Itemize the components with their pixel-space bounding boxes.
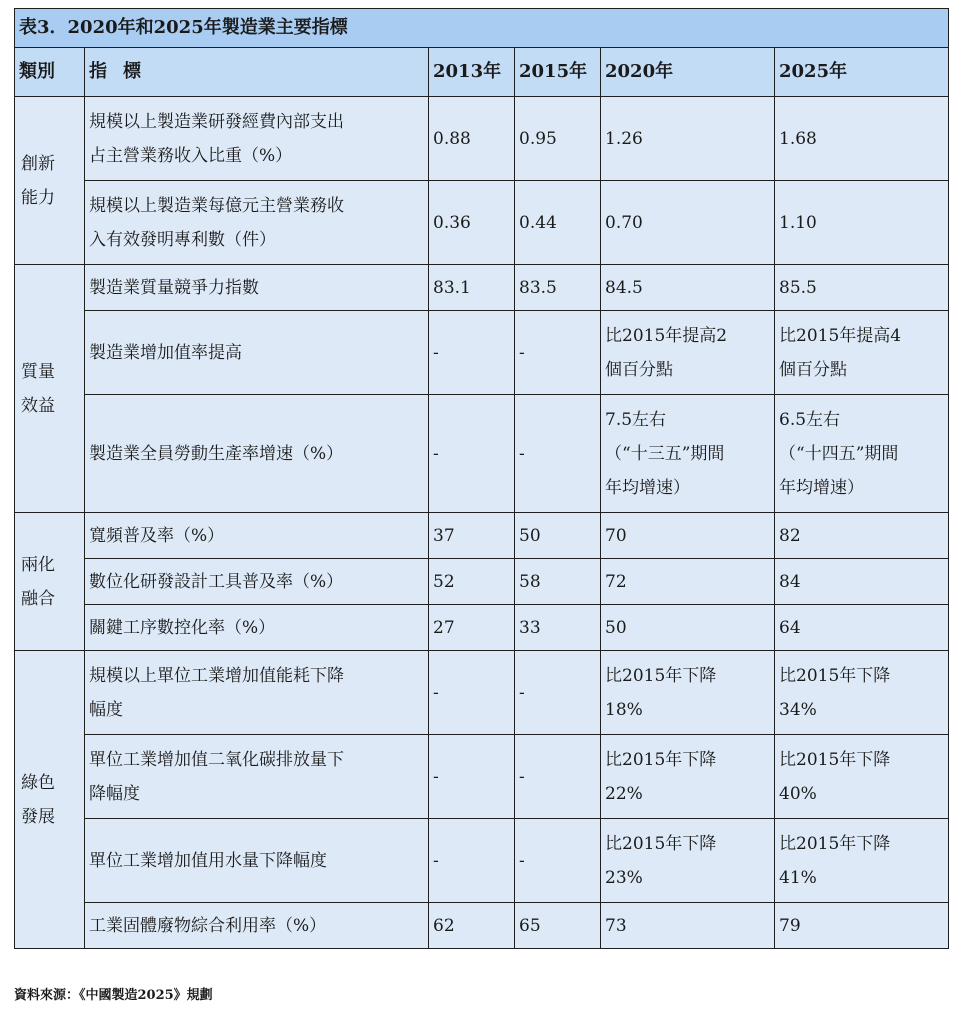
indicator-line: 規模以上製造業研發經費內部支出: [89, 111, 344, 132]
indicator-line: 規模以上製造業每億元主營業務收: [89, 195, 344, 216]
value-line: 34%: [779, 699, 817, 720]
indicator-cell: [85, 181, 429, 265]
value-2013: -: [429, 819, 515, 903]
table-row: [15, 97, 949, 181]
value-2015: 0.44: [515, 181, 601, 265]
value-2013: 0.36: [429, 181, 515, 265]
value-2015: -: [515, 395, 601, 513]
header-indicator-char1: 指: [89, 61, 107, 82]
value-line: 比2015年下降: [605, 665, 717, 686]
indicator-line: 規模以上單位工業增加值能耗下降: [89, 665, 344, 686]
value-2015: 65: [515, 903, 601, 949]
indicator-line: 單位工業增加值二氧化碳排放量下: [89, 749, 344, 770]
value-line: 40%: [779, 783, 817, 804]
value-line: 個百分點: [605, 359, 673, 380]
value-line: 比2015年下降: [779, 749, 891, 770]
value-2015: -: [515, 311, 601, 395]
value-line: 7.5左右: [605, 409, 667, 430]
indicator-line: 幅度: [89, 699, 123, 720]
indicator-cell: 數位化研發設計工具普及率（%）: [85, 559, 429, 605]
table-header-row: [15, 48, 949, 97]
header-2025: 2025年: [775, 48, 949, 97]
value-2020: [601, 395, 775, 513]
table-row: [15, 651, 949, 735]
value-2025: 85.5: [775, 265, 949, 311]
value-2020: [601, 651, 775, 735]
value-line: 比2015年下降: [605, 833, 717, 854]
indicator-cell: [85, 735, 429, 819]
value-2020: [601, 735, 775, 819]
value-line: 比2015年下降: [779, 833, 891, 854]
indicator-table: [14, 8, 949, 949]
group-green: [15, 651, 85, 949]
indicator-cell: 寬頻普及率（%）: [85, 513, 429, 559]
value-line: 18%: [605, 699, 643, 720]
value-2013: -: [429, 651, 515, 735]
table-row: [15, 819, 949, 903]
group-label-line: 能力: [21, 187, 55, 208]
indicator-cell: 單位工業增加值用水量下降幅度: [85, 819, 429, 903]
indicator-cell: 製造業增加值率提高: [85, 311, 429, 395]
group-label-line: 創新: [21, 153, 55, 174]
table-row: [15, 735, 949, 819]
header-2020: 2020年: [601, 48, 775, 97]
header-indicator-char2: 標: [123, 61, 141, 82]
value-2020: 0.70: [601, 181, 775, 265]
indicator-cell: 關鍵工序數控化率（%）: [85, 605, 429, 651]
header-2015: 2015年: [515, 48, 601, 97]
value-2013: 0.88: [429, 97, 515, 181]
table-row: [15, 265, 949, 311]
value-2013: -: [429, 311, 515, 395]
value-2025: [775, 819, 949, 903]
group-innovation: [15, 97, 85, 265]
indicator-cell: 製造業全員勞動生產率增速（%）: [85, 395, 429, 513]
value-2025: 1.10: [775, 181, 949, 265]
header-2013: 2013年: [429, 48, 515, 97]
value-2015: 50: [515, 513, 601, 559]
value-2025: 64: [775, 605, 949, 651]
indicator-table-container: [14, 8, 948, 949]
value-line: 22%: [605, 783, 643, 804]
group-label-line: 質量: [21, 361, 55, 382]
value-2015: 83.5: [515, 265, 601, 311]
value-line: 41%: [779, 867, 817, 888]
value-2020: 70: [601, 513, 775, 559]
value-line: 個百分點: [779, 359, 847, 380]
value-line: 比2015年下降: [605, 749, 717, 770]
value-2025: [775, 651, 949, 735]
indicator-cell: 工業固體廢物綜合利用率（%）: [85, 903, 429, 949]
table-caption-row: [15, 9, 949, 48]
value-2015: 33: [515, 605, 601, 651]
indicator-cell: [85, 651, 429, 735]
group-label-line: 效益: [21, 395, 55, 416]
value-2013: 27: [429, 605, 515, 651]
value-2013: 37: [429, 513, 515, 559]
value-line: 年均增速）: [605, 477, 690, 498]
value-line: 比2015年提高4: [779, 325, 902, 346]
table-caption: 表3．2020年和2025年製造業主要指標: [15, 9, 949, 48]
group-integration: [15, 513, 85, 651]
value-2015: -: [515, 735, 601, 819]
table-row: [15, 513, 949, 559]
value-2025: [775, 395, 949, 513]
value-2013: 52: [429, 559, 515, 605]
table-row: [15, 903, 949, 949]
source-note: 資料來源：《中國製造2025》規劃: [14, 988, 213, 1003]
value-2020: [601, 311, 775, 395]
group-label-line: 發展: [21, 806, 55, 827]
value-2013: -: [429, 735, 515, 819]
indicator-line: 降幅度: [89, 783, 140, 804]
value-2020: 73: [601, 903, 775, 949]
value-2015: -: [515, 651, 601, 735]
table-row: [15, 311, 949, 395]
value-2020: [601, 819, 775, 903]
value-line: 23%: [605, 867, 643, 888]
value-2020: 72: [601, 559, 775, 605]
table-row: [15, 395, 949, 513]
value-2015: 58: [515, 559, 601, 605]
value-line: 6.5左右: [779, 409, 841, 430]
value-2013: -: [429, 395, 515, 513]
group-label-line: 融合: [21, 588, 55, 609]
header-indicator: [85, 48, 429, 97]
group-quality: [15, 265, 85, 513]
table-row: [15, 559, 949, 605]
header-category: 類別: [15, 48, 85, 97]
group-label-line: 兩化: [21, 554, 55, 575]
value-2013: 62: [429, 903, 515, 949]
value-2025: 1.68: [775, 97, 949, 181]
value-2020: 84.5: [601, 265, 775, 311]
indicator-line: 占主營業務收入比重（%）: [89, 145, 293, 166]
indicator-cell: 製造業質量競爭力指數: [85, 265, 429, 311]
value-2020: 50: [601, 605, 775, 651]
value-line: 年均增速）: [779, 477, 864, 498]
value-2015: 0.95: [515, 97, 601, 181]
value-line: 比2015年下降: [779, 665, 891, 686]
value-2025: 79: [775, 903, 949, 949]
value-2013: 83.1: [429, 265, 515, 311]
indicator-line: 入有效發明專利數（件）: [89, 229, 276, 250]
value-2025: [775, 735, 949, 819]
value-line: （“十三五”期間: [605, 443, 725, 464]
value-2015: -: [515, 819, 601, 903]
table-row: [15, 605, 949, 651]
value-line: （“十四五”期間: [779, 443, 899, 464]
value-2025: [775, 311, 949, 395]
value-2025: 82: [775, 513, 949, 559]
value-line: 比2015年提高2: [605, 325, 728, 346]
value-2020: 1.26: [601, 97, 775, 181]
group-label-line: 綠色: [21, 772, 55, 793]
indicator-cell: [85, 97, 429, 181]
table-row: [15, 181, 949, 265]
value-2025: 84: [775, 559, 949, 605]
